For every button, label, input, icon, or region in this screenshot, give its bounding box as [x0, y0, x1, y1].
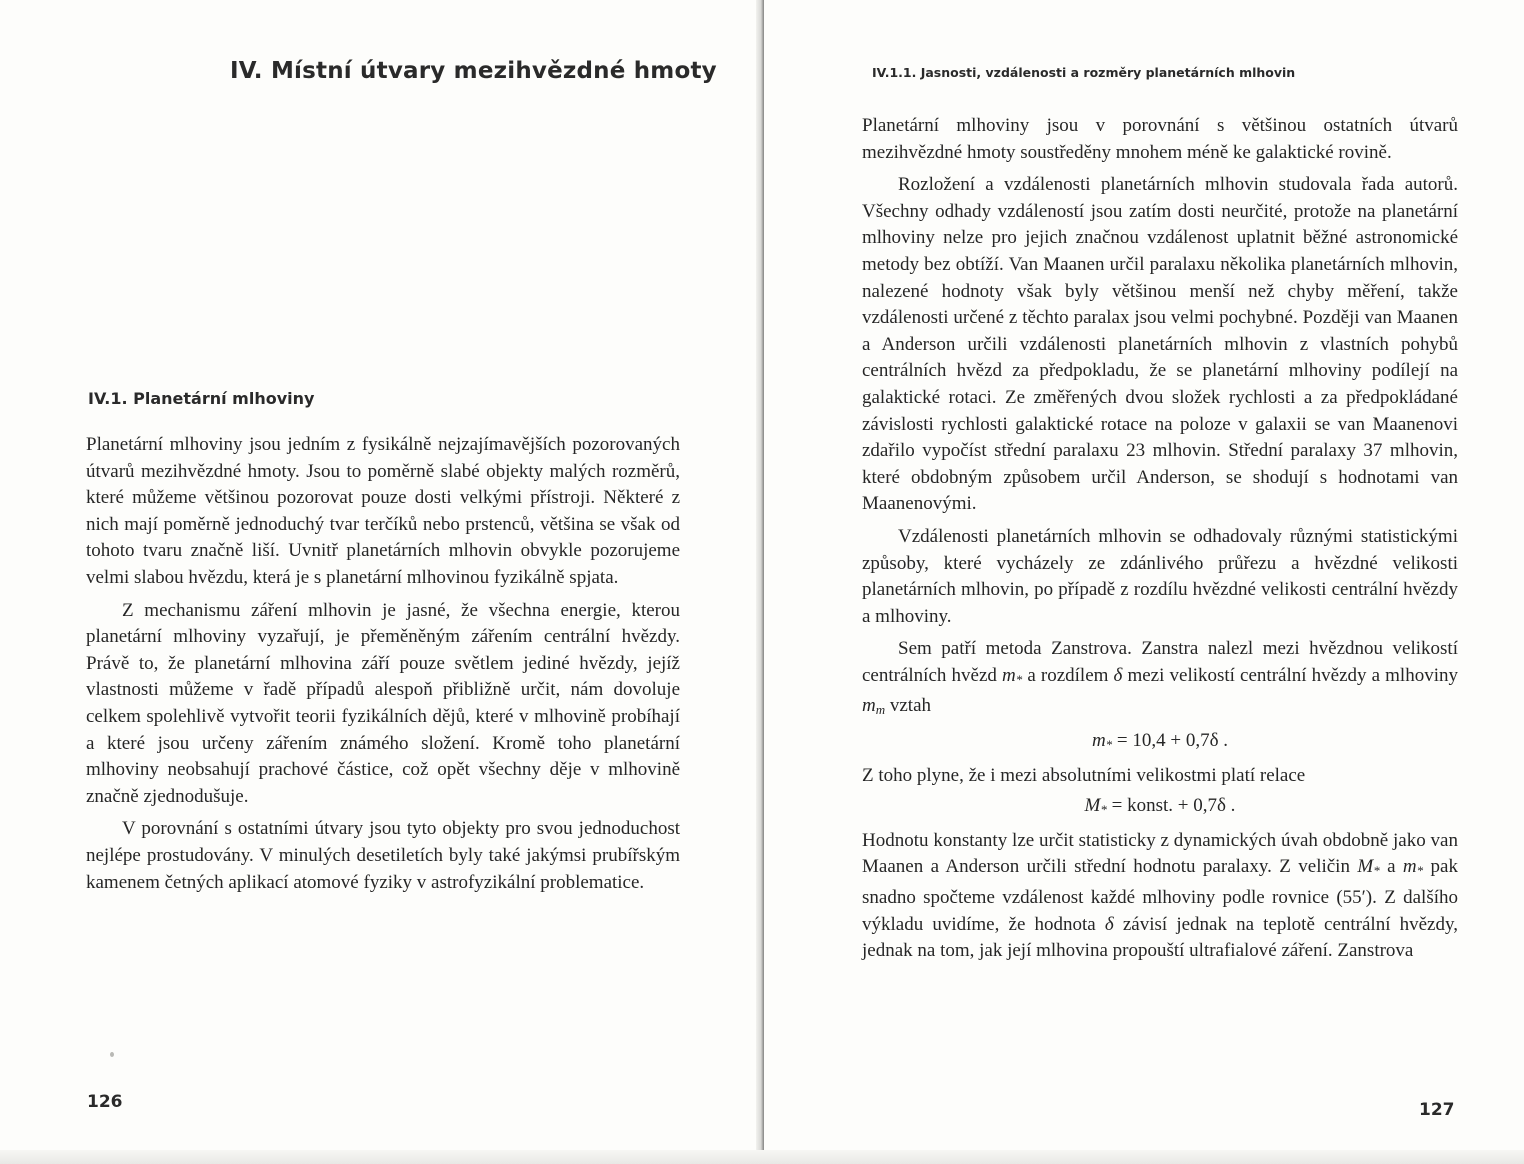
section-title: IV.1. Planetární mlhoviny [88, 389, 315, 408]
page-number: 127 [1419, 1100, 1455, 1120]
formula-rhs: = konst. + 0,7δ . [1106, 795, 1236, 817]
paragraph: Z mechanismu záření mlhovin je jasné, že všechna energie, kterou planetární mlhoviny vyzařují, je přeměněným zářením centrální hvězdy. Právě to, že planetární mlhovina září pouze světlem jediné hvězdy, jejíž vlastnosti můžeme v řadě případů alespoň přibližně určit, nám dovoluje celkem spolehlivě vytvořit teorii fyzikálních dějů, které v mlhovině probíhají a které jsou určeny zářením známého složení. Kromě toho planetární mlhoviny neobsahují prachové částice, což opět všechny děje v mlhovině značně zjednodušuje. [86, 599, 680, 807]
math-symbol: M [1084, 795, 1101, 817]
paragraph: Vzdálenosti planetárních mlhovin se odhadovaly různými statistickými způsoby, které vycházely ze zdánlivého průřezu a hvězdné velikosti planetárních mlhovin, po případě z rozdílu hvězdné velikosti centrální hvězdy a mlhoviny. [862, 525, 1458, 627]
formula-2 [862, 793, 1458, 824]
math-subscript: * [1105, 737, 1113, 753]
text-run: pak snadno spočteme vzdálenost každé mlhoviny podle rovnice (55′). Z dalšího výkladu uvidíme, že hodnota [862, 856, 1458, 935]
running-head: IV.1.1. Jasnosti, vzdálenosti a rozměry planetárních mlhovin [872, 65, 1296, 80]
paragraph: Planetární mlhoviny jsou jedním z fysikálně nejzajímavějších pozorovaných útvarů mezihvězdné hmoty. Jsou to poměrně slabé objekty malých rozměrů, které můžeme většinou pozorovat pouze dosti velkými přístroji. Některé z nich mají poměrně jednoduchý tvar terčíků nebo prstenců, většina se však od tohoto tvaru značně liší. Uvnitř planetárních mlhovin obvykle pozorujeme velmi slabou hvězdu, která je s planetární mlhovinou fyzikálně spjata. [86, 434, 680, 588]
page-bottom-edge [0, 1150, 1524, 1164]
text-run: mezi velikostí centrální hvězdy a mlhoviny [1122, 664, 1458, 686]
print-speck [110, 1052, 114, 1057]
paragraph: Z toho plyne, že i mezi absolutními velikostmi platí relace [862, 764, 1306, 786]
math-symbol: m [1001, 664, 1016, 686]
math-subscript: m [875, 702, 886, 718]
math-subscript: * [1373, 863, 1380, 879]
chapter-title: IV. Místní útvary mezihvězdné hmoty [230, 58, 717, 84]
left-page [0, 0, 760, 1164]
math-symbol: m [862, 695, 876, 717]
paragraph: Planetární mlhoviny jsou v porovnání s většinou ostatních útvarů mezihvězdné hmoty soustředěny mnohem méně ke galaktické rovině. [862, 115, 1458, 163]
page-number: 126 [87, 1092, 123, 1112]
right-body-text [862, 113, 1458, 965]
math-subscript: * [1015, 671, 1023, 687]
text-run: závisí jednak na teplotě centrální hvězdy, jednak na tom, jak její mlhovina propouští ultrafialové záření. Zanstrova [862, 913, 1458, 962]
text-run: vztah [885, 695, 932, 717]
math-subscript: * [1100, 802, 1107, 818]
left-body-text [86, 432, 680, 896]
math-subscript: * [1416, 863, 1424, 879]
formula-rhs: = 10,4 + 0,7δ . [1112, 730, 1229, 752]
formula-1 [862, 728, 1458, 759]
paragraph: Rozložení a vzdálenosti planetárních mlhovin studovala řada autorů. Všechny odhady vzdáleností jsou zatím dosti neurčité, protože na planetární mlhoviny nelze pro jejich značnou vzdálenost uplatnit běžné astronomické metody bez obtíží. Van Maanen určil paralaxu několika planetárních mlhovin, nalezené hodnoty však byly většinou menší než chyby měření, takže vzdálenosti určené z těchto paralax jsou velmi pochybné. Později van Maanen a Anderson určili vzdálenosti planetárních mlhovin z vlastních pohybů centrálních hvězd za předpokladu, že se planetární mlhoviny podílejí na galaktické rotaci. Ze změřených dvou složek rychlosti a za předpokládané závislosti rychlosti galaktické rotace na poloze v galaxii se van Maanenovi zdařilo vypočíst střední paralaxu 23 mlhovin. Střední paralaxy 37 mlhovin, které obdobným způsobem určil Anderson, se shodují s hodnotami van Maanenovými. [862, 174, 1458, 515]
paragraph [862, 828, 1458, 965]
text-run: a [1379, 856, 1403, 878]
paragraph [862, 636, 1458, 724]
math-symbol: δ [1113, 664, 1123, 686]
paragraph: V porovnání s ostatními útvary jsou tyto objekty pro svou jednoduchost nejlépe prostudovány. V minulých desetiletích byly také jakýmsi prubířským kamenem četných aplikací atomové fyziky v astrofyzikální problematice. [86, 818, 680, 893]
text-run: Hodnotu konstanty lze určit statisticky z dynamických úvah obdobně jako van Maanen a Anderson určili střední hodnotu paralaxy. Z veličin [862, 829, 1458, 878]
text-run: a rozdílem [1022, 664, 1114, 686]
text-run: Sem patří metoda Zanstrova. Zanstra nalezl mezi hvězdnou velikostí centrálních hvězd [862, 638, 1458, 686]
math-symbol: δ [1104, 913, 1114, 935]
math-symbol: m [1091, 730, 1106, 752]
math-symbol: M [1357, 856, 1374, 878]
math-symbol: m [1402, 856, 1417, 878]
